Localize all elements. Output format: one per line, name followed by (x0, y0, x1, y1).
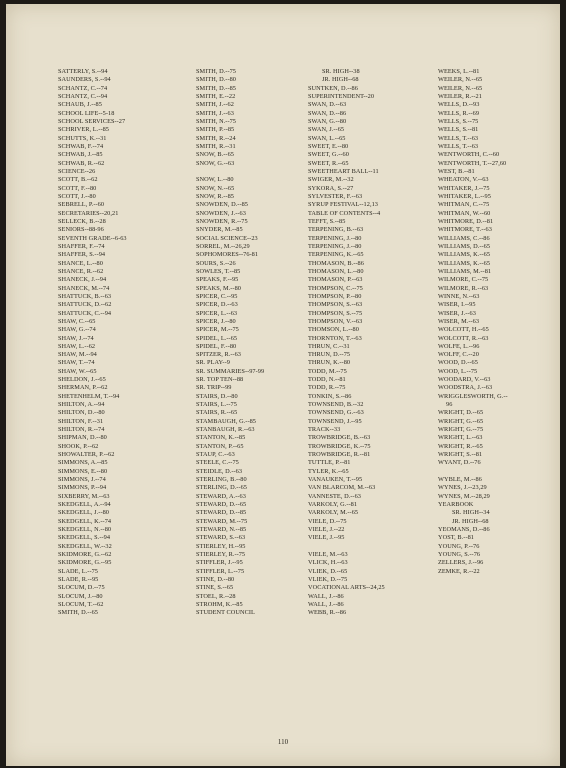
index-entry: TODD, M.--75 (308, 367, 347, 375)
index-entry: WHEATON, V.--63 (438, 176, 489, 184)
index-entry: SHAW, L.--62 (58, 342, 96, 350)
index-entry: STEWARD, D.--85 (196, 509, 247, 517)
index-entry: SHAW, M.--94 (58, 351, 97, 359)
index-entry: WILMORE, C.--75 (438, 276, 489, 284)
index-entry: SR. TRIP--99 (196, 384, 232, 392)
index-entry: SELLECK, B.--28 (58, 217, 106, 225)
index-entry: SNOWDEN, D.--85 (196, 201, 248, 209)
index-entry: WHITMAN, W.--60 (438, 209, 491, 217)
index-entry: WILLIAMS, K.--65 (438, 259, 491, 267)
index-entry: SPICER, J.--80 (196, 317, 236, 325)
index-entry: THOMPSON, P.--80 (308, 292, 362, 300)
index-entry: TROWBRIDGE, R.--81 (308, 451, 371, 459)
index-entry: SCHOOL SERVICES--27 (58, 117, 126, 125)
index-entry: SKEDGELL, S.--94 (58, 534, 111, 542)
index-entry: TERPENING, J.--80 (308, 234, 362, 242)
index-entry: STUDENT COUNCIL (196, 609, 255, 617)
index-entry: TABLE OF CONTENTS--4 (308, 209, 381, 217)
index-entry: STEELE, C.--75 (196, 459, 239, 467)
index-entry: WEILER, N.--65 (438, 84, 483, 92)
index-entry: THOMASON, P.--63 (308, 276, 363, 284)
index-entry: SKEDGELL, K.--74 (58, 517, 112, 525)
index-entry: SHAW, C.--65 (58, 317, 96, 325)
index-entry: TODD, R.--75 (308, 384, 346, 392)
index-entry: WRIGHT, S.--81 (438, 451, 483, 459)
index-entry: SWAN, L.--65 (308, 134, 346, 142)
index-entry: SPICER, D.--63 (196, 301, 238, 309)
index-entry: SHANCE, R.--62 (58, 267, 104, 275)
index-entry: TERPENING, B.--63 (308, 226, 364, 234)
index-entry: SAUNDERS, S.--94 (58, 76, 111, 84)
index-entry: STEWARD, N.--85 (196, 526, 247, 534)
index-entry: SOURS, S.--26 (196, 259, 236, 267)
index-entry: SR. PLAY--9 (196, 359, 230, 367)
index-entry: SCHANTZ, C.--74 (58, 84, 108, 92)
index-entry: WOODSTRA, J.--63 (438, 384, 493, 392)
index-entry: WEILER, N.--65 (438, 76, 483, 84)
index-entry: TROWBRIDGE, B.--63 (308, 434, 371, 442)
index-entry: SHATTUCK, D.--62 (58, 301, 112, 309)
index-entry: SCHWAB, F.--74 (58, 142, 104, 150)
index-entry: SNOW, R.--85 (196, 192, 234, 200)
index-entry: WILMORE, R.--63 (438, 284, 489, 292)
index-entry: SMITH, D.--75 (196, 68, 237, 75)
index-entry: THRUN, K.--80 (308, 359, 351, 367)
index-entry: SUPERINTENDENT--20 (308, 92, 375, 100)
index-entry: SHATTUCK, B.--63 (58, 292, 112, 300)
index-entry: WHITMORE, T.--63 (438, 226, 492, 234)
index-entry: THRUN, C.--31 (308, 342, 350, 350)
index-entry: VAN BLARCOM, M.--63 (308, 484, 376, 492)
index-entry: WALL, J.--86 (308, 601, 344, 608)
index-entry: THOMPSON, V.--63 (308, 317, 363, 325)
index-entry: SHATTUCK, C.--94 (58, 309, 112, 317)
index-entry: YOUNG, S.--76 (438, 551, 481, 559)
index-entry: SECRETARIES--20,21 (58, 209, 119, 217)
index-entry: SKEDGELL, W.--32 (58, 542, 112, 550)
index-entry: TOWNSEND, G.--63 (308, 409, 364, 417)
index-entry: WELLS, D.--93 (438, 101, 480, 109)
index-entry: SHOOK, P.--62 (58, 442, 99, 450)
index-entry: TONKIN, S.--86 (308, 392, 352, 400)
index-entry: SYRUP FESTIVAL--12,13 (308, 201, 378, 209)
index-entry: STOEL, R.--28 (196, 592, 236, 600)
index-entry: WELLS, T.--63 (438, 134, 479, 142)
index-entry: SLOCUM, J.--80 (58, 592, 103, 600)
index-entry: SWIGER, M.--32 (308, 176, 354, 184)
index-entry: SHILTON, A.--94 (58, 401, 105, 409)
index-entry: SR. HIGH--34 (452, 509, 490, 517)
index-entry: SHILTON, F.--31 (58, 417, 104, 425)
index-entry: SCHAUB, J.--85 (58, 101, 102, 109)
index-entry: SYLVESTER, F.--63 (308, 192, 363, 200)
index-entry: YOST, B.--81 (438, 534, 474, 542)
index-entry: SMITH, J.--62 (196, 101, 234, 109)
index-entry: VANNESTE, D.--63 (308, 492, 361, 500)
index-entry: SNOW, L.--80 (196, 176, 234, 184)
index-entry: SHILTON, R.--74 (58, 426, 105, 434)
index-entry: WEST, B.--81 (438, 167, 475, 175)
index-entry: THOMASON, B.--86 (308, 259, 364, 267)
index-entry: SHANECK, J.--94 (58, 276, 107, 284)
index-entry: WEILER, R.--21 (438, 92, 482, 100)
index-column-3 (308, 68, 385, 618)
index-entry: WRIGHT, G.--65 (438, 417, 484, 425)
index-entry: SMITH, D.--85 (196, 84, 237, 92)
index-column-4 (438, 68, 508, 576)
index-entry: STROHM, K.--85 (196, 601, 243, 608)
index-entry: SKIDMORE, G.--62 (58, 551, 112, 559)
index-entry: SMITH, E.--22 (196, 92, 236, 100)
page-number: 110 (277, 738, 289, 746)
index-entry: STIFFLER, J.--95 (196, 559, 243, 567)
index-entry: SHAW, W.--65 (58, 367, 97, 375)
index-entry: SCHANTZ, C.--94 (58, 92, 108, 100)
index-entry: TRACK--33 (308, 426, 341, 434)
index-entry: TERPENING, K.--65 (308, 251, 364, 259)
index-entry: WISER, I.--95 (438, 301, 476, 309)
index-entry: SPIDEL, F.--80 (196, 342, 237, 350)
index-entry: SNOWDEN, J.--63 (196, 209, 246, 217)
index-entry: THOMSON, L.--80 (308, 326, 359, 334)
index-entry: STINE, D.--80 (196, 576, 235, 584)
index-entry: SIMMONS, P.--94 (58, 484, 107, 492)
index-entry: SKEDGELL, N.--80 (58, 526, 112, 534)
index-entry: VIELE, D.--75 (308, 517, 347, 525)
index-entry: SCHWAB, J.--85 (58, 151, 103, 159)
index-entry: TOWNSEND, J.--95 (308, 417, 362, 425)
index-entry: WISER, J.--63 (438, 309, 476, 317)
index-entry: STEWARD, D.--65 (196, 501, 247, 509)
index-entry: STANTON, K.--85 (196, 434, 246, 442)
index-entry: WOLCOTT, R.--63 (438, 334, 489, 342)
index-entry: SHAFFER, S.--94 (58, 251, 106, 259)
index-entry: VANAUKEN, T.--95 (308, 476, 363, 484)
index-entry: WEEKS, L.--81 (438, 68, 480, 75)
index-entry: THOMPSON, C.--75 (308, 284, 363, 292)
index-entry: VIELE, J.--95 (308, 534, 345, 542)
index-entry: WELLS, S.--81 (438, 126, 479, 134)
index-entry: WILLIAMS, K.--65 (438, 251, 491, 259)
index-entry: STERLING, B.--80 (196, 476, 247, 484)
index-entry: VLIEK, D.--65 (308, 567, 348, 575)
index-entry: WOODARD, V.--63 (438, 376, 491, 384)
index-entry: WHITAKER, J.--75 (438, 184, 490, 192)
index-entry: SWAN, J.--65 (308, 126, 345, 134)
index-entry: SIMMONS, E.--80 (58, 467, 108, 475)
index-entry: WYBLE, M.--86 (438, 476, 482, 484)
index-entry: STANBAUGH, R.--63 (196, 426, 255, 434)
index-entry: SWAN, D.--63 (308, 101, 347, 109)
index-entry: SPEAKS, F.--95 (196, 276, 239, 284)
index-entry: SPITZER, R.--63 (196, 351, 242, 359)
index-entry: YEARBOOK (438, 501, 474, 509)
index-entry: WYANT, D.--76 (438, 459, 481, 467)
index-entry: WELLS, S.--75 (438, 117, 479, 125)
index-entry: STIERLEY, H.--95 (196, 542, 246, 550)
index-entry: STAMBAUGH, G.--85 (196, 417, 256, 425)
index-entry: SWEET, E.--80 (308, 142, 349, 150)
index-entry: STAIRS, R.--65 (196, 409, 238, 417)
index-entry: JR. HIGH--68 (322, 76, 359, 84)
index-entry: WILLIAMS, M.--81 (438, 267, 492, 275)
index-entry: ZEMKE, R.--22 (438, 567, 480, 575)
index-entry: SPICER, M.--75 (196, 326, 239, 334)
index-entry: SATTERLY, S.--94 (58, 68, 108, 75)
index-entry: WHITAKER, L.--95 (438, 192, 491, 200)
index-column-2 (196, 68, 264, 618)
index-entry: SPICER, C.--95 (196, 292, 238, 300)
index-entry: WOLFF, C.--20 (438, 351, 479, 359)
index-entry: SHAW, J.--74 (58, 334, 94, 342)
index-entry: 96 (446, 401, 453, 409)
index-entry: WALL, J.--86 (308, 592, 344, 600)
index-entry: SLOCUM, D.--75 (58, 584, 105, 592)
index-entry: SMITH, D.--80 (196, 76, 237, 84)
index-entry: SHANCE, L.--80 (58, 259, 103, 267)
index-entry: SLADE, R.--95 (58, 576, 99, 584)
index-entry: STEWARD, A.--63 (196, 492, 246, 500)
index-entry: SNOWDEN, R.--75 (196, 217, 248, 225)
index-entry (308, 543, 385, 551)
index-entry: VARKOLY, M.--65 (308, 509, 359, 517)
index-entry: SWEETHEART BALL--11 (308, 167, 379, 175)
index-entry: SNOW, G.--63 (196, 159, 235, 167)
index-entry: WOOD, D.--65 (438, 359, 478, 367)
index-entry: SIMMONS, J.--74 (58, 476, 106, 484)
index-entry: STAIRS, D.--80 (196, 392, 238, 400)
index-entry: WYNES, J.--23,29 (438, 484, 487, 492)
index-entry: SYKORA, S.--27 (308, 184, 354, 192)
index-entry: SCOTT, J.--80 (58, 192, 96, 200)
index-entry: SCHWAB, R.--62 (58, 159, 105, 167)
index-entry: SKEDGELL, A.--94 (58, 501, 111, 509)
index-entry: TYLER, K.--65 (308, 467, 349, 475)
index-entry: TERPENING, J.--80 (308, 242, 362, 250)
index-column-1 (58, 68, 127, 618)
index-entry (196, 168, 264, 176)
index-entry: WRIGHT, D.--65 (438, 409, 484, 417)
index-entry: VLICK, H.--63 (308, 559, 348, 567)
index-entry: SMITH, N.--75 (196, 117, 237, 125)
index-entry: ZELLERS, J.--96 (438, 559, 484, 567)
index-entry: SHERMAN, P.--62 (58, 384, 108, 392)
index-entry: SLOCUM, T.--62 (58, 601, 104, 608)
index-entry: TEFFT, S.--85 (308, 217, 346, 225)
index-entry: VIELE, M.--63 (308, 551, 348, 559)
index-entry: SUNTKEN, D.--86 (308, 84, 358, 92)
index-entry: TROWBRIDGE, K.--75 (308, 442, 371, 450)
index-entry: SMITH, R.--24 (196, 134, 236, 142)
yearbook-index-page (6, 4, 560, 766)
index-entry: SCIENCE--26 (58, 167, 96, 175)
index-entry: SNOW, B.--65 (196, 151, 234, 159)
index-entry: THOMASON, L.--80 (308, 267, 364, 275)
index-entry: SCHUTTS, K.--31 (58, 134, 107, 142)
index-entry: SHAW, G.--74 (58, 326, 96, 334)
index-entry: STEWARD, S.--63 (196, 534, 246, 542)
index-entry: WENTWORTH, T.--27,60 (438, 159, 507, 167)
index-entry: VLIEK, D.--75 (308, 576, 348, 584)
index-entry: SEBRELL, P.--60 (58, 201, 105, 209)
index-entry: SWAN, D.--86 (308, 109, 347, 117)
index-entry: STERLING, D.--65 (196, 484, 247, 492)
index-entry: WILLIAMS, D.--65 (438, 242, 491, 250)
index-entry: SKEDGELL, J.--80 (58, 509, 109, 517)
index-entry: WOLFE, L.--96 (438, 342, 480, 350)
index-entry: SMITH, D.--65 (58, 609, 99, 617)
index-entry: SENIORS--88-96 (58, 226, 104, 234)
index-entry: TODD, N.--81 (308, 376, 346, 384)
index-entry: SCOTT, B.--62 (58, 176, 98, 184)
index-entry: VOCATIONAL ARTS--24,25 (308, 584, 385, 592)
index-entry: SOWLES, T.--85 (196, 267, 241, 275)
index-entry: WRIGHT, G.--75 (438, 426, 484, 434)
index-entry: WHITMORE, D.--81 (438, 217, 494, 225)
index-entry: WELLS, T.--63 (438, 142, 479, 150)
index-entry: THOMPSON, S.--75 (308, 309, 363, 317)
index-entry: WRIGGLESWORTH, G.-- (438, 392, 508, 400)
index-entry: VIELE, J.--22 (308, 526, 345, 534)
index-entry: SHIPMAN, D.--80 (58, 434, 107, 442)
index-entry (438, 468, 508, 476)
index-entry: WHITMAN, C.--75 (438, 201, 490, 209)
index-entry: SIXBERRY, M.--63 (58, 492, 110, 500)
index-entry: WILLIAMS, C.--86 (438, 234, 490, 242)
index-entry: SHAW, T.--74 (58, 359, 95, 367)
index-entry: WRIGHT, R.--65 (438, 442, 483, 450)
index-entry: SIMMONS, A.--85 (58, 459, 108, 467)
index-entry: JR. HIGH--68 (452, 517, 489, 525)
index-entry: WRIGHT, L.--63 (438, 434, 483, 442)
index-entry: SHETENHELM, T.--94 (58, 392, 120, 400)
index-entry: SPEAKS, M.--80 (196, 284, 241, 292)
index-entry: SR. HIGH--38 (322, 68, 360, 75)
index-entry: WYNES, M.--28,29 (438, 492, 490, 500)
index-entry: VARKOLY, G.--81 (308, 501, 358, 509)
index-entry: STEWARD, M.--75 (196, 517, 248, 525)
index-entry: YOUNG, P.--76 (438, 542, 480, 550)
index-entry: STAIRS, L.--75 (196, 401, 237, 409)
index-entry: SWAN, G.--80 (308, 117, 347, 125)
index-entry: STINE, S.--65 (196, 584, 234, 592)
index-entry: WELLS, R.--69 (438, 109, 480, 117)
index-entry: SWEET, R.--65 (308, 159, 349, 167)
index-entry: STEIDLE, D.--63 (196, 467, 243, 475)
index-entry: SCHOOL LIFE--5-18 (58, 109, 115, 117)
index-entry: WISER, M.--63 (438, 317, 480, 325)
index-entry: SHILTON, D.--80 (58, 409, 105, 417)
index-entry: STIERLEY, R.--75 (196, 551, 246, 559)
index-entry: TOWNSEND, B.--32 (308, 401, 364, 409)
index-entry: SR. SUMMARIES--97-99 (196, 367, 265, 375)
index-entry: SMITH, P.--85 (196, 126, 235, 134)
index-entry: WOLCOTT, H.--65 (438, 326, 489, 334)
index-entry: STIFFLER, L.--75 (196, 567, 245, 575)
index-entry: SR. TOP TEN--88 (196, 376, 244, 384)
index-entry: YEOMANS, D.--86 (438, 526, 490, 534)
index-entry: SPICER, L.--63 (196, 309, 238, 317)
index-entry: SMITH, R.--31 (196, 142, 236, 150)
index-entry: WENTWORTH, C.--60 (438, 151, 500, 159)
index-entry: SEVENTH GRADE--6-63 (58, 234, 127, 242)
index-entry: SCOTT, F.--80 (58, 184, 97, 192)
index-entry: SORREL, M.--26,29 (196, 242, 250, 250)
index-entry: THOMPSON, S.--63 (308, 301, 363, 309)
index-entry: SKIDMORE, G.--95 (58, 559, 112, 567)
index-entry: THRUN, D.--75 (308, 351, 351, 359)
index-entry: SOPHOMORES--76-81 (196, 251, 259, 259)
index-entry: SNYDER, M.--85 (196, 226, 243, 234)
index-entry: SLADE, L.--75 (58, 567, 98, 575)
index-entry: WEBB, R.--86 (308, 609, 347, 617)
index-entry: SMITH, J.--63 (196, 109, 234, 117)
index-entry: SOCIAL SCIENCE--23 (196, 234, 258, 242)
index-entry: WOOD, L.--75 (438, 367, 478, 375)
index-entry: WINNE, N.--63 (438, 292, 480, 300)
index-entry: SHOWALTER, P.--62 (58, 451, 115, 459)
index-entry: THORNTON, T.--63 (308, 334, 362, 342)
index-entry: SPIDEL, L.--65 (196, 334, 238, 342)
index-entry: SHANECK, M.--74 (58, 284, 110, 292)
index-entry: SNOW, N.--65 (196, 184, 235, 192)
index-entry: SWEET, G.--60 (308, 151, 349, 159)
index-entry: SHELDON, J.--65 (58, 376, 106, 384)
index-entry: STANTON, P.--65 (196, 442, 244, 450)
index-entry: SCHRIVER, L.--85 (58, 126, 109, 134)
index-entry: SHAFFER, F.--74 (58, 242, 105, 250)
index-entry: TUTTLE, P.--81 (308, 459, 351, 467)
index-entry: STAUP, C.--63 (196, 451, 235, 459)
